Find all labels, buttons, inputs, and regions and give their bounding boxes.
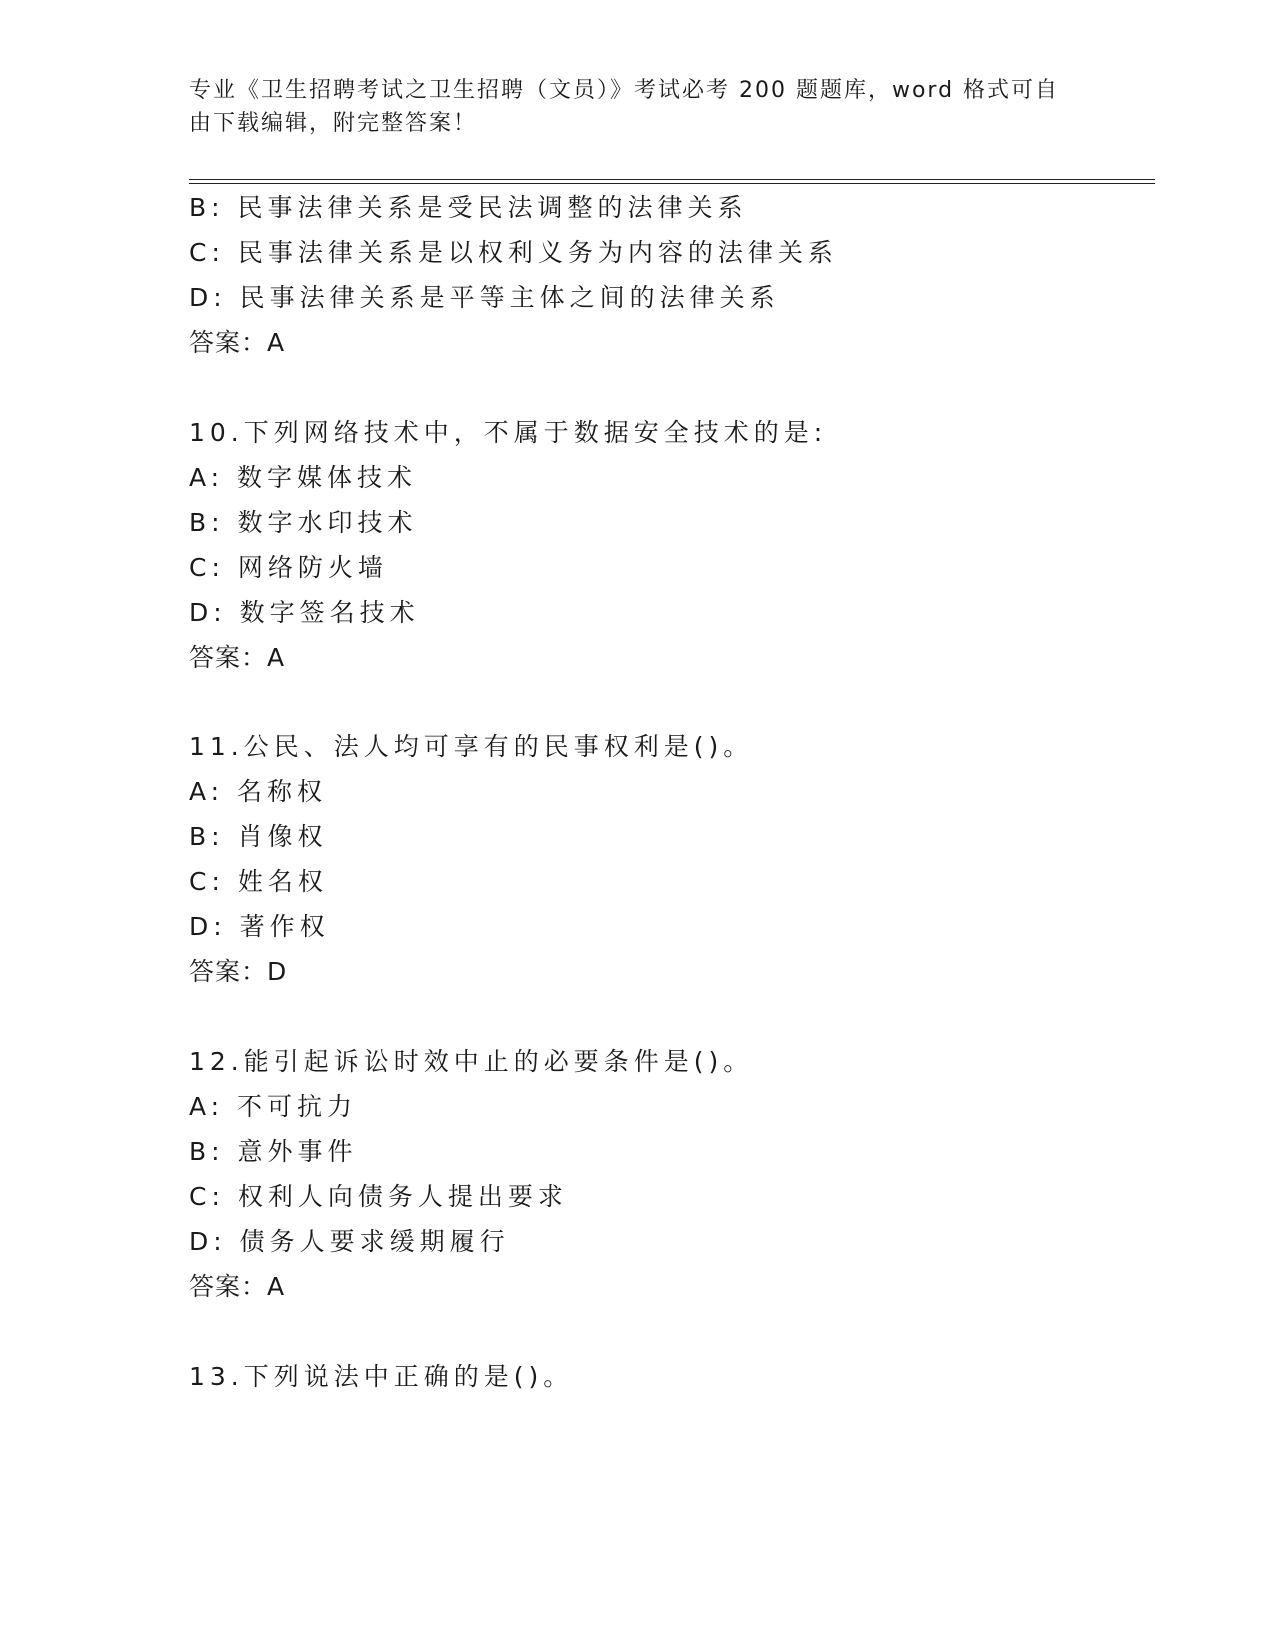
header-divider-top — [189, 179, 1155, 180]
header-line-1: 专业《卫生招聘考试之卫生招聘（文员）》考试必考 200 题题库，word 格式可自 — [189, 78, 1060, 103]
q12-question: 12.能引起诉讼时效中止的必要条件是()。 — [189, 1047, 754, 1076]
q12-option-b: B: 意外事件 — [189, 1137, 358, 1166]
q11-option-c: C: 姓名权 — [189, 867, 328, 896]
q11-question: 11.公民、法人均可享有的民事权利是()。 — [189, 732, 754, 761]
q9-option-b: B: 民事法律关系是受民法调整的法律关系 — [189, 193, 748, 222]
q9-answer: 答案：A — [189, 328, 286, 357]
q12-answer: 答案：A — [189, 1272, 286, 1301]
document-header — [189, 74, 1069, 140]
q11-option-b: B: 肖像权 — [189, 822, 328, 851]
header-line-2: 由下载编辑，附完整答案！ — [189, 111, 478, 136]
q10-option-c: C: 网络防火墙 — [189, 553, 388, 582]
q10-option-a: A: 数字媒体技术 — [189, 463, 418, 492]
q10-option-d: D: 数字签名技术 — [189, 598, 420, 627]
header-divider-bottom — [189, 183, 1155, 184]
q9-option-c: C: 民事法律关系是以权利义务为内容的法律关系 — [189, 238, 838, 267]
q11-option-a: A: 名称权 — [189, 777, 328, 806]
q10-question: 10.下列网络技术中，不属于数据安全技术的是: — [189, 418, 828, 447]
q13-question: 13.下列说法中正确的是()。 — [189, 1362, 574, 1391]
q9-option-d: D: 民事法律关系是平等主体之间的法律关系 — [189, 283, 780, 312]
q12-option-d: D: 债务人要求缓期履行 — [189, 1227, 510, 1256]
q11-option-d: D: 著作权 — [189, 912, 330, 941]
q12-option-a: A: 不可抗力 — [189, 1092, 358, 1121]
q10-answer: 答案：A — [189, 643, 286, 672]
q11-answer: 答案：D — [189, 957, 288, 986]
q12-option-c: C: 权利人向债务人提出要求 — [189, 1182, 568, 1211]
q10-option-b: B: 数字水印技术 — [189, 508, 418, 537]
